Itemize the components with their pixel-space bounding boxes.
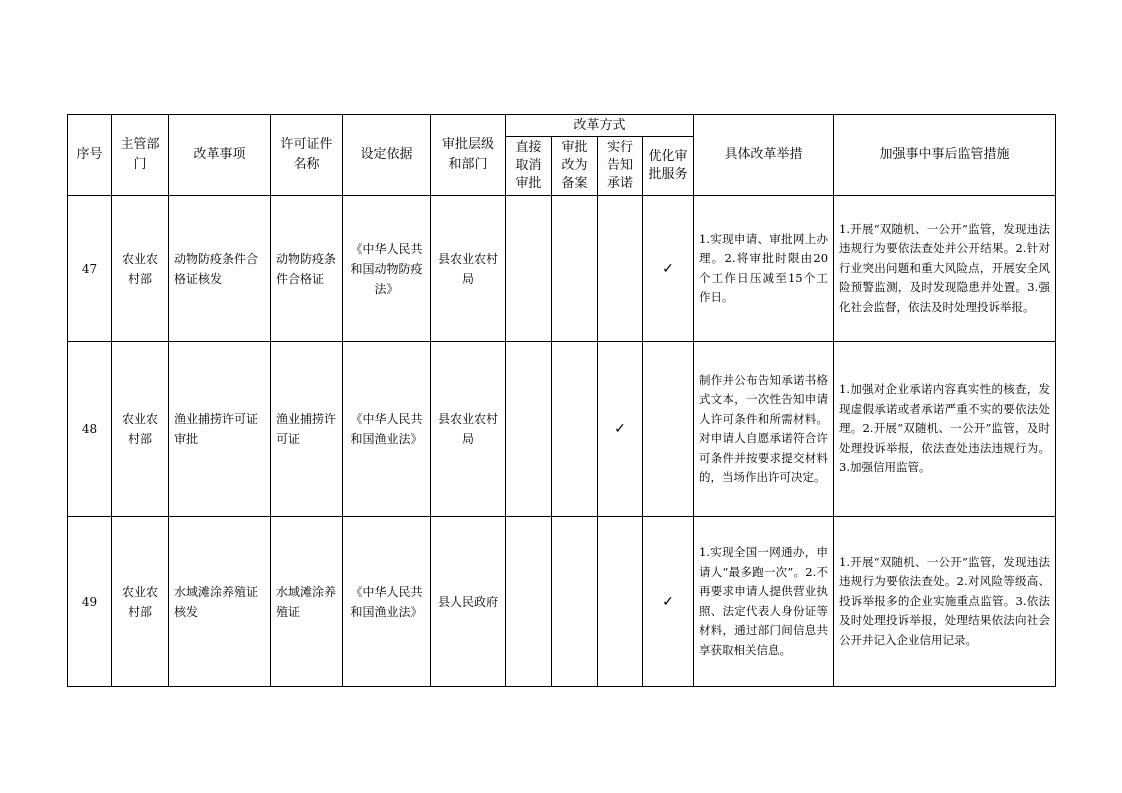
row-optimize-cell [643, 517, 694, 687]
header-cancel: 直接取消审批 [506, 137, 552, 196]
row-supervision: 1.加强对企业承诺内容真实性的核查，发现虚假承诺或者承诺严重不实的要依法处理。2.开展“双随机、一公开”监管，及时处理投诉举报，依法查处违法违规行为。3.加强信用监管。 [834, 342, 1056, 517]
check-icon: ✓ [662, 260, 674, 277]
row-supervision: 1.开展“双随机、一公开”监管，发现违法违规行为要依法查处。2.对风险等级高、投诉举报多的企业实施重点监管。3.依法及时处理投诉举报，处理结果依法向社会公开并记入企业信用记录。 [834, 517, 1056, 687]
header-seq: 序号 [68, 115, 112, 196]
table-row [68, 196, 1056, 342]
row-supervision: 1.开展“双随机、一公开”监管，发现违法违规行为要依法查处并公开结果。2.针对行业突出问题和重大风险点，开展安全风险预警监测，及时发现隐患并处置。3.强化社会监督，依法及时处理投诉举报。 [834, 196, 1056, 342]
row-optimize-cell [643, 342, 694, 517]
row-record-cell [552, 342, 598, 517]
row-cancel-cell [506, 196, 552, 342]
row-notify-cell [598, 196, 643, 342]
check-icon: ✓ [614, 421, 626, 437]
row-record-cell [552, 196, 598, 342]
row-cancel-cell [506, 517, 552, 687]
row-level: 县人民政府 [431, 517, 506, 687]
row-item: 渔业捕捞许可证审批 [169, 342, 271, 517]
row-basis: 《中华人民共和国渔业法》 [343, 342, 431, 517]
header-supervision: 加强事中事后监管措施 [834, 115, 1056, 196]
row-item: 动物防疫条件合格证核发 [169, 196, 271, 342]
row-dept: 农业农村部 [112, 342, 169, 517]
row-measures: 1.实现全国一网通办，申请人“最多跑一次”。2.不再要求申请人提供营业执照、法定代表人身份证等材料，通过部门间信息共享获取相关信息。 [694, 517, 834, 687]
header-basis: 设定依据 [343, 115, 431, 196]
row-level: 县农业农村局 [431, 342, 506, 517]
row-notify-cell [598, 517, 643, 687]
row-measures: 1.实现申请、审批网上办理。2.将审批时限由20个工作日压减至15个工作日。 [694, 196, 834, 342]
header-optimize: 优化审批服务 [643, 137, 694, 196]
header-measures: 具体改革举措 [694, 115, 834, 196]
check-icon: ✓ [662, 593, 674, 610]
header-method: 改革方式 [506, 115, 694, 137]
row-optimize-cell [643, 196, 694, 342]
table-row [68, 517, 1056, 687]
row-seq: 48 [68, 342, 112, 517]
row-seq: 49 [68, 517, 112, 687]
row-dept: 农业农村部 [112, 517, 169, 687]
row-notify-cell [598, 342, 643, 517]
header-license: 许可证件名称 [271, 115, 343, 196]
row-level: 县农业农村局 [431, 196, 506, 342]
row-license: 水域滩涂养殖证 [271, 517, 343, 687]
header-level: 审批层级和部门 [431, 115, 506, 196]
reform-table [67, 114, 1056, 687]
row-item: 水域滩涂养殖证核发 [169, 517, 271, 687]
header-item: 改革事项 [169, 115, 271, 196]
row-measures: 制作并公布告知承诺书格式文本，一次性告知申请人许可条件和所需材料。对申请人自愿承诺符合许可条件并按要求提交材料的，当场作出许可决定。 [694, 342, 834, 517]
row-basis: 《中华人民共和国动物防疫法》 [343, 196, 431, 342]
row-cancel-cell [506, 342, 552, 517]
row-license: 动物防疫条件合格证 [271, 196, 343, 342]
row-dept: 农业农村部 [112, 196, 169, 342]
row-seq: 47 [68, 196, 112, 342]
table-row [68, 342, 1056, 517]
row-license: 渔业捕捞许可证 [271, 342, 343, 517]
row-basis: 《中华人民共和国渔业法》 [343, 517, 431, 687]
row-record-cell [552, 517, 598, 687]
header-notify: 实行告知承诺 [598, 137, 643, 196]
header-record: 审批改为备案 [552, 137, 598, 196]
header-dept: 主管部门 [112, 115, 169, 196]
